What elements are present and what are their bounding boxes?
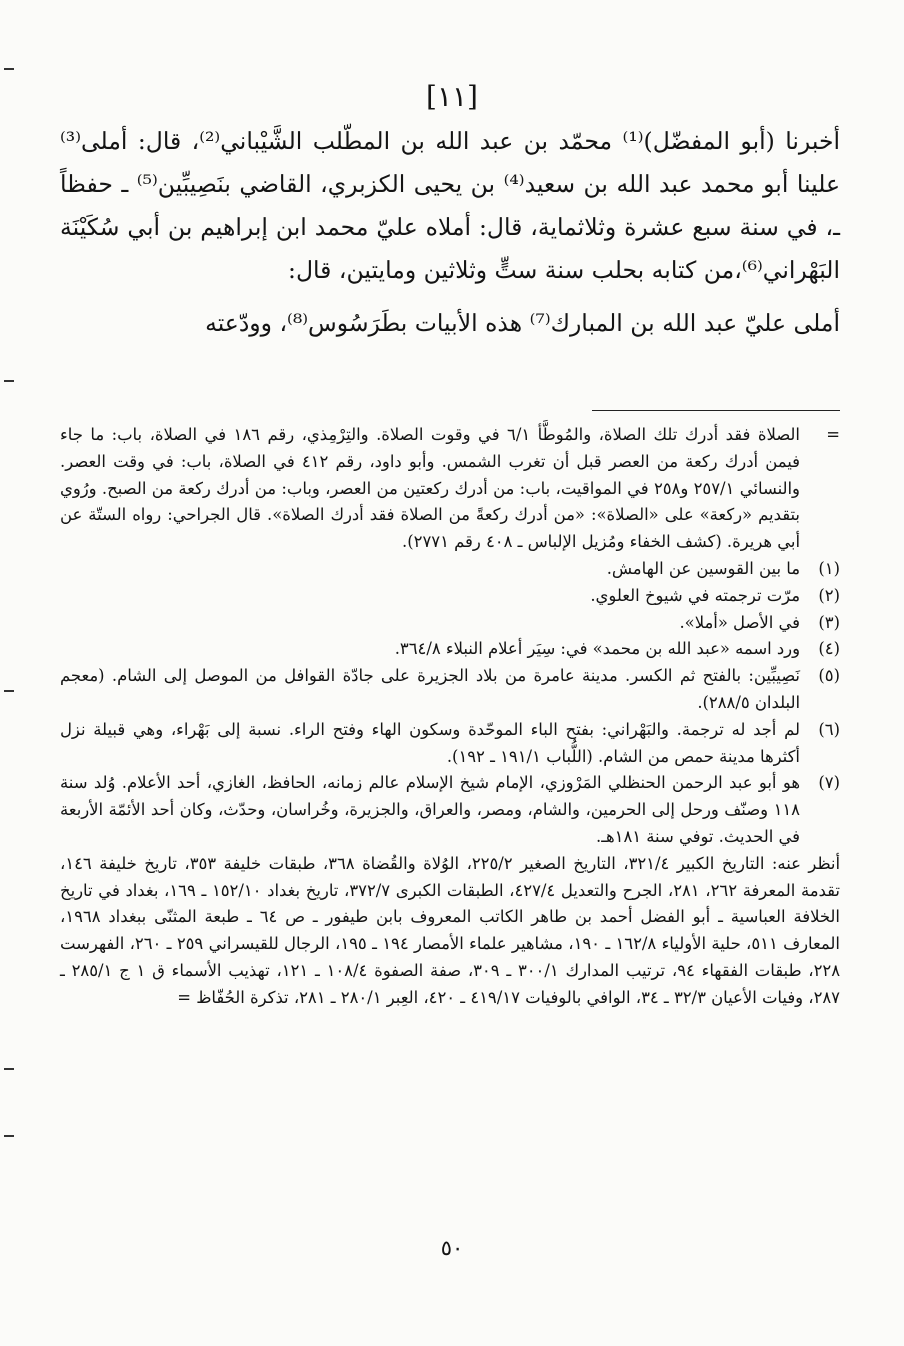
- margin-tick-mark: [4, 1135, 14, 1137]
- footnote-text: نَصِيبِّين: بالفتح ثم الكسر. مدينة عامرة من بلاد الجزيرة على جادّة القوافل من الموصل إلى الشام. (معجم البلدان ٢٨٨/٥).: [60, 666, 800, 712]
- main-paragraph-1: أخبرنا (أبو المفضّل)⁽¹⁾ محمّد بن عبد الله بن المطّلب الشَّيْباني⁽²⁾، قال: أملى⁽³⁾ علينا أبو محمد عبد الله بن سعيد⁽⁴⁾ بن يحيى الكزبري، القاضي بنَصِيبِّين⁽⁵⁾ ـ حفظاً ـ، في سنة سبع عشرة وثلاثماية، قال: أملاه عليّ محمد ابن إبراهيم بن أبي سُكَيْنَة البَهْراني⁽⁶⁾،من كتابه بحلب سنة ستٍّ وثلاثين ومايتين، قال:: [60, 127, 841, 284]
- footnote-text: مرّت ترجمته في شيوخ العلوي.: [590, 585, 800, 605]
- footnote-5: [60, 663, 840, 717]
- margin-tick-mark: [4, 1068, 14, 1070]
- footnote-number: (٤): [818, 639, 840, 659]
- footnote-text: ورد اسمه «عبد الله بن محمد» في: سِيَر أعلام النبلاء ٣٦٤/٨.: [394, 639, 800, 659]
- footnote-number: (٦): [818, 719, 840, 739]
- footnote-2: [60, 583, 840, 610]
- footnote-continuation: [60, 422, 840, 556]
- footnote-sources: أنظر عنه: التاريخ الكبير ٣٢١/٤، التاريخ الصغير ٢٢٥/٢، الوُلاة والقُضاة ٣٦٨، طبقات خليفة ٣٥٣، تاريخ خليفة ١٤٦، تقدمة المعرفة ٢٦٢، ٢٨١، الجرح والتعديل ٤٢٧/٤، الطبقات الكبرى ٣٧٢/٧، تاريخ بغداد ١٥٢/١٠ ـ ١٦٩، بغداد في تاريخ الخلافة العباسية ـ أبو الفضل أحمد بن طاهر الكاتب المعروف بابن طيفور ـ ص ٦٤ ـ طبعة المثنّى ببغداد ١٩٦٨، المعارف ٥١١، حلية الأولياء ١٦٢/٨ ـ ١٩٠، مشاهير علماء الأمصار ١٩٤ ـ ١٩٥، الرجال للقيسراني ٢٥٩ ـ ٢٦٠، الفهرست ٢٢٨، طبقات الفقهاء ٩٤، ترتيب المدارك ٣٠٠/١ ـ ٣٠٩، صفة الصفوة ١٠٨/٤ ـ ١٢١، تهذيب الأسماء ق ١ ج ٢٨٥/١ ـ ٢٨٧، وفيات الأعيان ٣٢/٣ ـ ٣٤، الوافي بالوفيات ٤١٩/١٧ ـ ٤٢٠، العِبر ٢٨٠/١ ـ ٢٨١، تذكرة الحُفّاظ =: [60, 853, 841, 1007]
- margin-tick-mark: [4, 380, 14, 382]
- main-text: [60, 120, 840, 345]
- footnote-4: [60, 636, 840, 663]
- footnote-continuation-text: الصلاة فقد أدرك تلك الصلاة، والمُوطَّأ ٦/١ في وقوت الصلاة. والتِرْمِذي، رقم ١٨٦ في الصلاة، باب: ما جاء فيمن أدرك ركعة من العصر قبل أن تغرب الشمس. وأبو داود، رقم ٤١٢ في الصلاة، باب: في وقت العصر. والنسائي ٢٥٧/١ و٢٥٨ في المواقيت، باب: من أدرك ركعتين من العصر، وباب: من أدرك ركعة من الصبح. ورُوي بتقديم «ركعة» على «الصلاة»: «من أدرك ركعةً من الصلاة فقد أدرك الصلاة». قال الجراحي: رواه الستّة عن أبي هريرة. (كشف الخفاء ومُزيل الإلباس ـ ٤٠٨ رقم ٢٧٧١).: [60, 425, 800, 552]
- margin-tick-mark: [4, 68, 14, 70]
- footnotes-section: [60, 422, 840, 1012]
- footnote-number: (٥): [818, 666, 840, 686]
- margin-tick-mark: [4, 690, 14, 692]
- footnote-text: هو أبو عبد الرحمن الحنظلي المَرْوزي، الإمام شيخ الإسلام عالم زمانه، الحافظ، الغازي، أحد الأعلام. وُلد سنة ١١٨ وصنّف ورحل إلى الحرمين، والشام، ومصر، والعراق، والجزيرة، وخُراسان، وحدّث، وكان أحد الأئمّة الأربعة في الحديث. توفي سنة ١٨١هـ.: [60, 773, 800, 846]
- footnote-number: (٣): [818, 612, 840, 632]
- footnote-number: (٢): [818, 585, 840, 605]
- continuation-marker: =: [826, 425, 840, 444]
- footnote-text: لم أجد له ترجمة. والبَهْراني: بفتح الباء الموحّدة وسكون الهاء وفتح الراء. نسبة إلى بَهْراء، وهي قبيلة نزل أكثرها مدينة حمص من الشام. (اللُّباب ١٩١/١ ـ ١٩٢).: [60, 719, 800, 766]
- footnote-3: [60, 610, 840, 637]
- main-paragraph-2: أملى عليّ عبد الله بن المبارك⁽⁷⁾ هذه الأبيات بطَرَسُوس⁽⁸⁾، وودّعته: [205, 309, 840, 337]
- footnote-text: ما بين القوسين عن الهامش.: [606, 558, 800, 578]
- footnote-7: [60, 770, 840, 850]
- footnote-6: [60, 717, 840, 771]
- footnote-number: (١): [818, 558, 840, 578]
- footnote-separator: [592, 410, 840, 411]
- page-number: ٥٠: [440, 1236, 464, 1260]
- footnote-number: (٧): [818, 773, 840, 793]
- page-header-number: [١١]: [426, 80, 478, 113]
- footnote-1: [60, 556, 840, 583]
- footnote-text: في الأصل «أملا».: [679, 612, 800, 632]
